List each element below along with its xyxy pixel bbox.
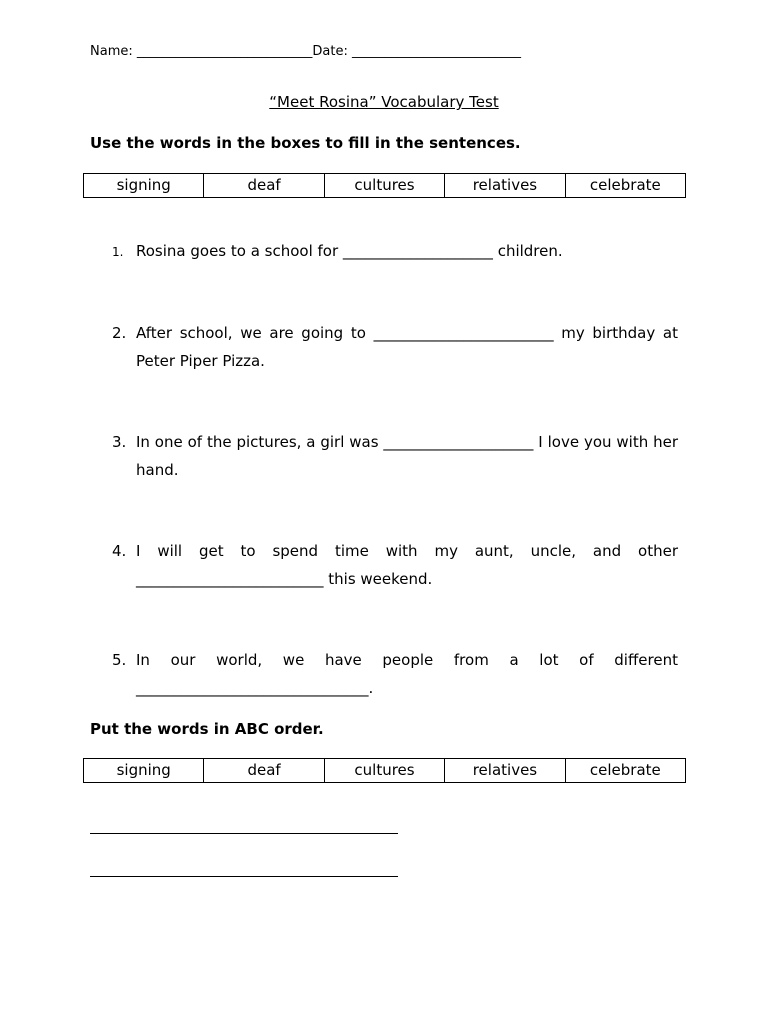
question-number: 1. (112, 245, 124, 259)
word-cell: relatives (445, 174, 565, 197)
question-2 (112, 319, 678, 375)
name-blank[interactable]: ___________________________ (136, 44, 313, 59)
word-bank-1 (83, 173, 686, 198)
question-text[interactable]: I will get to spend time with my aunt, uncle, and other _________________________ this weekend. (136, 542, 678, 588)
word-cell: signing (84, 759, 204, 782)
question-text[interactable]: Rosina goes to a school for ____________________ children. (136, 242, 563, 260)
question-1 (112, 237, 678, 266)
answer-line-2[interactable] (90, 876, 398, 877)
question-number: 2. (112, 324, 127, 342)
page-title: “Meet Rosina” Vocabulary Test (269, 93, 499, 111)
question-text[interactable]: After school, we are going to ________________________ my birthday at Peter Piper Pizza. (136, 324, 678, 370)
word-cell: relatives (445, 759, 565, 782)
date-blank[interactable]: __________________________ (351, 44, 521, 59)
word-cell: deaf (204, 759, 324, 782)
question-number: 5. (112, 651, 127, 669)
section2-instruction: Put the words in ABC order. (90, 720, 324, 738)
word-cell: signing (84, 174, 204, 197)
word-cell: deaf (204, 174, 324, 197)
question-text[interactable]: In our world, we have people from a lot of different _______________________________. (136, 651, 678, 697)
question-3 (112, 428, 678, 484)
word-cell: celebrate (589, 176, 661, 194)
question-5 (112, 646, 678, 702)
word-cell: cultures (325, 759, 445, 782)
question-text[interactable]: In one of the pictures, a girl was ____________________ I love you with her hand. (136, 433, 678, 479)
name-label: Name: (90, 44, 133, 59)
header-line (90, 44, 521, 59)
word-cell: cultures (325, 174, 445, 197)
question-number: 4. (112, 542, 127, 560)
date-label: Date: (312, 44, 348, 59)
question-4 (112, 537, 678, 593)
section1-instruction: Use the words in the boxes to fill in the sentences. (90, 134, 521, 152)
answer-line-1[interactable] (90, 833, 398, 834)
word-bank-2 (83, 758, 686, 783)
word-cell: celebrate (589, 761, 661, 779)
question-number: 3. (112, 433, 127, 451)
